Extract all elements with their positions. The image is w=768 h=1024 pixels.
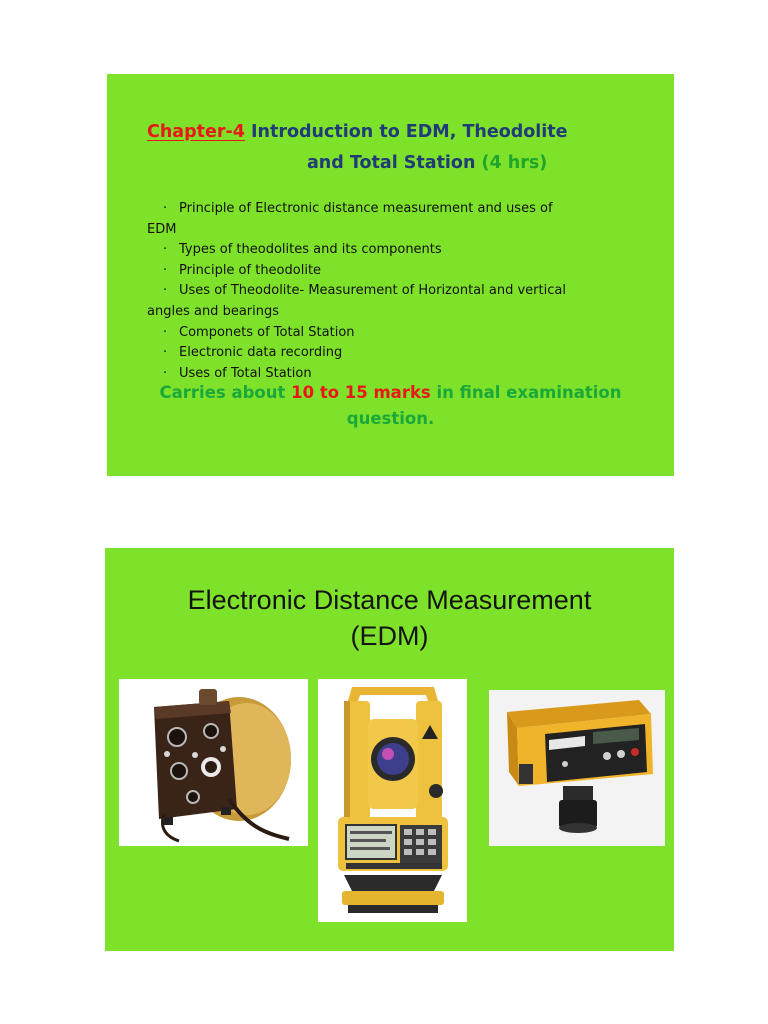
hours-label: (4 hrs): [481, 153, 548, 173]
bullet-icon: ·: [163, 242, 168, 258]
list-item: · Uses of Total Station: [163, 364, 623, 385]
marks-note: [107, 380, 674, 432]
marks-range: 10 to 15 marks: [291, 383, 431, 402]
bullet-icon: ·: [163, 365, 168, 381]
title-text-line2: and Total Station: [307, 153, 482, 173]
marks-note-line2: question.: [346, 409, 435, 428]
total-station-photo: [318, 679, 467, 922]
bullet-icon: ·: [163, 262, 168, 278]
slide-edm: [105, 548, 674, 951]
list-item: · Principle of theodolite: [163, 261, 623, 282]
slide-title-line2: (EDM): [350, 621, 429, 651]
title-text: Introduction to EDM, Theodolite: [244, 122, 568, 142]
list-item: · Electronic data recording: [163, 343, 623, 364]
list-item: · Componets of Total Station: [163, 323, 623, 344]
marks-note-line1: Carries about 10 to 15 marks in final examination: [159, 383, 622, 402]
slide-chapter-4: [107, 74, 674, 476]
slide-title-line2: [307, 153, 547, 173]
list-item: · Principle of Electronic distance measurement and uses of: [163, 199, 623, 220]
bullet-icon: ·: [163, 201, 168, 216]
list-item: · Uses of Theodolite- Measurement of Horizontal and vertical: [163, 281, 623, 302]
bullet-icon: ·: [163, 283, 168, 299]
slide-title-line1: Electronic Distance Measurement: [187, 585, 592, 615]
slide-title: [105, 582, 674, 654]
topic-list: [147, 199, 623, 384]
total-station-icon: [318, 679, 467, 922]
bullet-icon: ·: [163, 345, 168, 361]
list-item-continuation: angles and bearings: [147, 303, 279, 319]
vintage-edm-icon: [119, 679, 308, 846]
modern-edm-unit-photo: [489, 690, 665, 846]
vintage-edm-instrument-photo: [119, 679, 308, 846]
bullet-icon: ·: [163, 324, 168, 340]
list-item-continuation: EDM: [147, 221, 177, 237]
list-item: · Types of theodolites and its components: [163, 240, 623, 261]
modern-edm-icon: [489, 690, 665, 846]
chapter-label: Chapter-4: [147, 122, 245, 142]
slide-title-line1: [147, 122, 568, 142]
